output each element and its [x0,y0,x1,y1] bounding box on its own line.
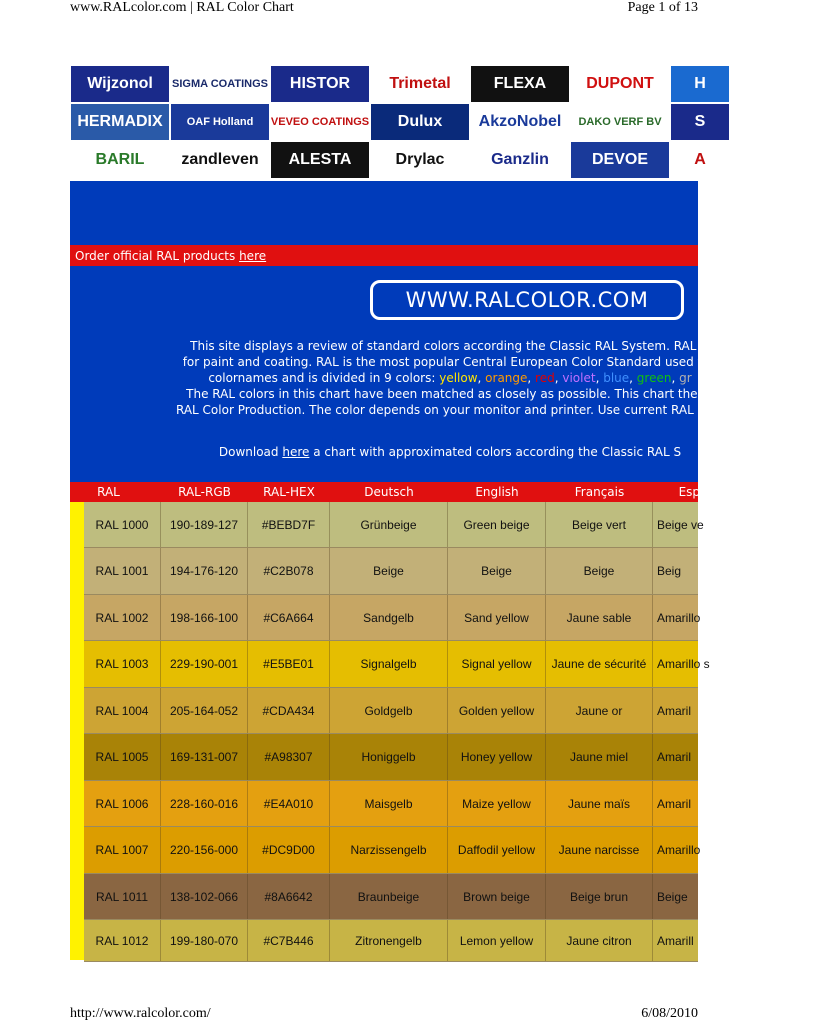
cell-rgb: 229-190-001 [161,641,248,687]
cell-fr: Jaune narcisse [546,827,653,873]
logo-text: Drylac [395,151,445,168]
table-row [84,781,698,827]
cell-en: Sand yellow [448,595,546,640]
logo-text: DEVOE [591,151,648,168]
cell-fr: Jaune sable [546,595,653,640]
cell-de: Braunbeige [330,874,448,919]
color-word-blue: blue [603,371,630,385]
logo-partial-2[interactable] [670,103,730,141]
column-header: Espa [678,485,708,499]
logo-wijzonol[interactable] [70,65,170,103]
cell-fr: Jaune maïs [546,781,653,826]
brand-logo-grid [70,65,730,181]
logo-text: H [694,75,706,92]
logo-hermadix[interactable] [70,103,170,141]
blue-banner [70,181,698,245]
table-row [84,641,710,688]
cell-hex: #A98307 [248,734,330,780]
logo-text: ALESTA [288,151,352,168]
intro-line-3-prefix: colornames and is divided in 9 colors: [208,371,440,385]
cell-es: Amarillo [657,843,701,857]
logo-drylac[interactable] [370,141,470,179]
logo-text: S [694,113,706,130]
cell-es: Amaril [657,796,692,811]
intro-line-4: The RAL colors in this chart have been matched as closely as possible. This chart theref [186,387,714,401]
cell-de: Honiggelb [330,734,448,780]
cell-ral: RAL 1000 [84,502,161,547]
table-row [84,874,698,920]
site-url-box[interactable]: WWW.RALCOLOR.COM [370,280,684,320]
color-table [84,502,710,962]
cell-de: Grünbeige [330,502,448,547]
pdf-footer-url: http://www.ralcolor.com/ [70,1006,211,1021]
cell-de: Beige [330,548,448,594]
table-header [70,482,708,502]
logo-zandleven[interactable] [170,141,270,179]
cell-fr: Beige brun [546,874,653,919]
cell-ral: RAL 1005 [84,734,161,780]
logo-baril[interactable] [70,141,170,179]
logo-sigma-coatings[interactable] [170,65,270,103]
cell-rgb: 198-166-100 [161,595,248,640]
intro-line-3: colornames and is divided in 9 colors: yellow, orange, red, violet, blue, green, gr [208,371,692,385]
cell-en: Lemon yellow [448,920,546,961]
logo-text: zandleven [181,151,259,168]
color-word-green: green [636,371,672,385]
cell-en: Beige [448,548,546,594]
logo-text: OAF Holland [186,116,254,128]
color-word-red: red [535,371,555,385]
column-header: RAL-RGB [178,485,231,499]
cell-en: Honey yellow [448,734,546,780]
cell-es: Amaril [657,750,692,764]
cell-fr: Beige [546,548,653,594]
cell-hex: #E5BE01 [248,641,330,687]
cell-hex: #BEBD7F [248,502,330,547]
cell-rgb: 205-164-052 [161,688,248,733]
table-row [84,548,698,595]
logo-akzonobel[interactable] [470,103,570,141]
logo-veveo[interactable] [270,103,370,141]
cell-ral: RAL 1002 [84,595,161,640]
logo-text: SIGMA COATINGS [172,78,268,90]
page-content [70,65,724,960]
cell-ral: RAL 1011 [84,874,161,919]
cell-es: Beige [657,889,688,904]
logo-text: HISTOR [289,75,351,92]
cell-en: Signal yellow [448,641,546,687]
logo-histor[interactable] [270,65,370,103]
order-bar-text: Order official RAL products [75,248,240,263]
cell-hex: #E4A010 [248,781,330,826]
yellow-group-strip [70,502,84,960]
intro-line-5: RAL Color Production. The color depends on your monitor and printer. Use current RAL Colo [175,403,724,417]
logo-partial-1[interactable] [670,65,730,103]
column-header: RAL [97,485,120,499]
download-line [70,445,830,459]
table-row [84,502,704,548]
column-header: RAL-HEX [263,485,315,499]
cell-ral: RAL 1001 [84,548,161,594]
logo-text: Wijzonol [87,75,153,92]
cell-en: Daffodil yellow [448,827,546,873]
cell-de: Zitronengelb [330,920,448,961]
color-word-yellow: yellow [439,371,478,385]
cell-fr: Jaune miel [546,734,653,780]
cell-ral: RAL 1003 [84,641,161,687]
cell-de: Goldgelb [330,688,448,733]
cell-es: Amarill [657,933,694,948]
cell-fr: Jaune citron [546,920,653,961]
logo-dupont[interactable] [570,65,670,103]
logo-text: DAKO VERF BV [578,116,662,128]
logo-text: FLEXA [493,75,547,92]
cell-es: Amarillo s [657,657,710,671]
table-row [84,920,698,962]
logo-text: AkzoNobel [478,113,562,130]
logo-text: HERMADIX [77,113,163,130]
cell-rgb: 190-189-127 [161,502,248,547]
logo-text: DUPONT [586,75,654,92]
table-row [84,734,698,781]
order-bar [70,245,698,266]
cell-fr: Jaune or [546,688,653,733]
logo-trimetal[interactable] [370,65,470,103]
cell-en: Maize yellow [448,781,546,826]
logo-text: BARIL [95,151,145,168]
cell-es: Amaril [657,703,692,718]
column-header: English [475,485,519,499]
logo-partial-3[interactable] [670,141,730,179]
cell-de: Maisgelb [330,781,448,826]
cell-de: Narzissengelb [330,827,448,873]
logo-text: Trimetal [389,75,451,92]
logo-dako[interactable] [570,103,670,141]
logo-text: A [694,151,706,168]
pdf-header-title: www.RALcolor.com | RAL Color Chart [70,0,294,15]
intro-line-2: for paint and coating. RAL is the most popular Central European Color Standard used tod [182,355,718,369]
cell-rgb: 228-160-016 [161,781,248,826]
logo-flexa[interactable] [470,65,570,103]
logo-text: Dulux [397,113,443,130]
cell-es: Beig [657,564,682,578]
logo-dulux[interactable] [370,103,470,141]
cell-hex: #C7B446 [248,920,330,961]
logo-ganzlin[interactable] [470,141,570,179]
cell-ral: RAL 1004 [84,688,161,733]
table-row [84,827,701,874]
cell-fr: Jaune de sécurité [546,641,653,687]
order-here-link[interactable]: here [239,248,267,263]
intro-text [70,338,830,418]
download-suffix: a chart with approximated colors according the Classic RAL S [309,445,682,459]
column-header: Français [574,485,625,499]
cell-hex: #CDA434 [248,688,330,733]
cell-rgb: 194-176-120 [161,548,248,594]
cell-en: Brown beige [448,874,546,919]
color-word-grey: gr [679,371,692,385]
logo-alesta[interactable] [270,141,370,179]
intro-line-1: This site displays a review of standard colors according the Classic RAL System. RAL is [190,339,710,353]
logo-devoe[interactable] [570,141,670,179]
cell-hex: #C2B078 [248,548,330,594]
color-word-orange: orange [485,371,528,385]
download-prefix: Download [218,445,283,459]
cell-hex: #C6A664 [248,595,330,640]
table-row [84,595,701,641]
download-here-link[interactable]: here [282,445,310,459]
cell-rgb: 169-131-007 [161,734,248,780]
pdf-footer-date: 6/08/2010 [641,1006,698,1021]
color-word-violet: violet [562,371,596,385]
pdf-header-page-number: Page 1 of 13 [627,0,698,15]
cell-es: Beige ve [657,517,704,532]
cell-ral: RAL 1007 [84,827,161,873]
cell-de: Signalgelb [330,641,448,687]
cell-ral: RAL 1012 [84,920,161,961]
logo-text: Ganzlin [491,151,549,168]
cell-ral: RAL 1006 [84,781,161,826]
cell-hex: #DC9D00 [248,827,330,873]
cell-de: Sandgelb [330,595,448,640]
logo-oaf-holland[interactable] [170,103,270,141]
cell-en: Golden yellow [448,688,546,733]
table-row [84,688,698,734]
cell-es: Amarillo [657,610,701,625]
cell-en: Green beige [448,502,546,547]
column-header: Deutsch [364,485,414,499]
cell-rgb: 220-156-000 [161,827,248,873]
cell-fr: Beige vert [546,502,653,547]
cell-rgb: 138-102-066 [161,874,248,919]
cell-rgb: 199-180-070 [161,920,248,961]
logo-text: VEVEO COATINGS [270,116,370,128]
cell-hex: #8A6642 [248,874,330,919]
